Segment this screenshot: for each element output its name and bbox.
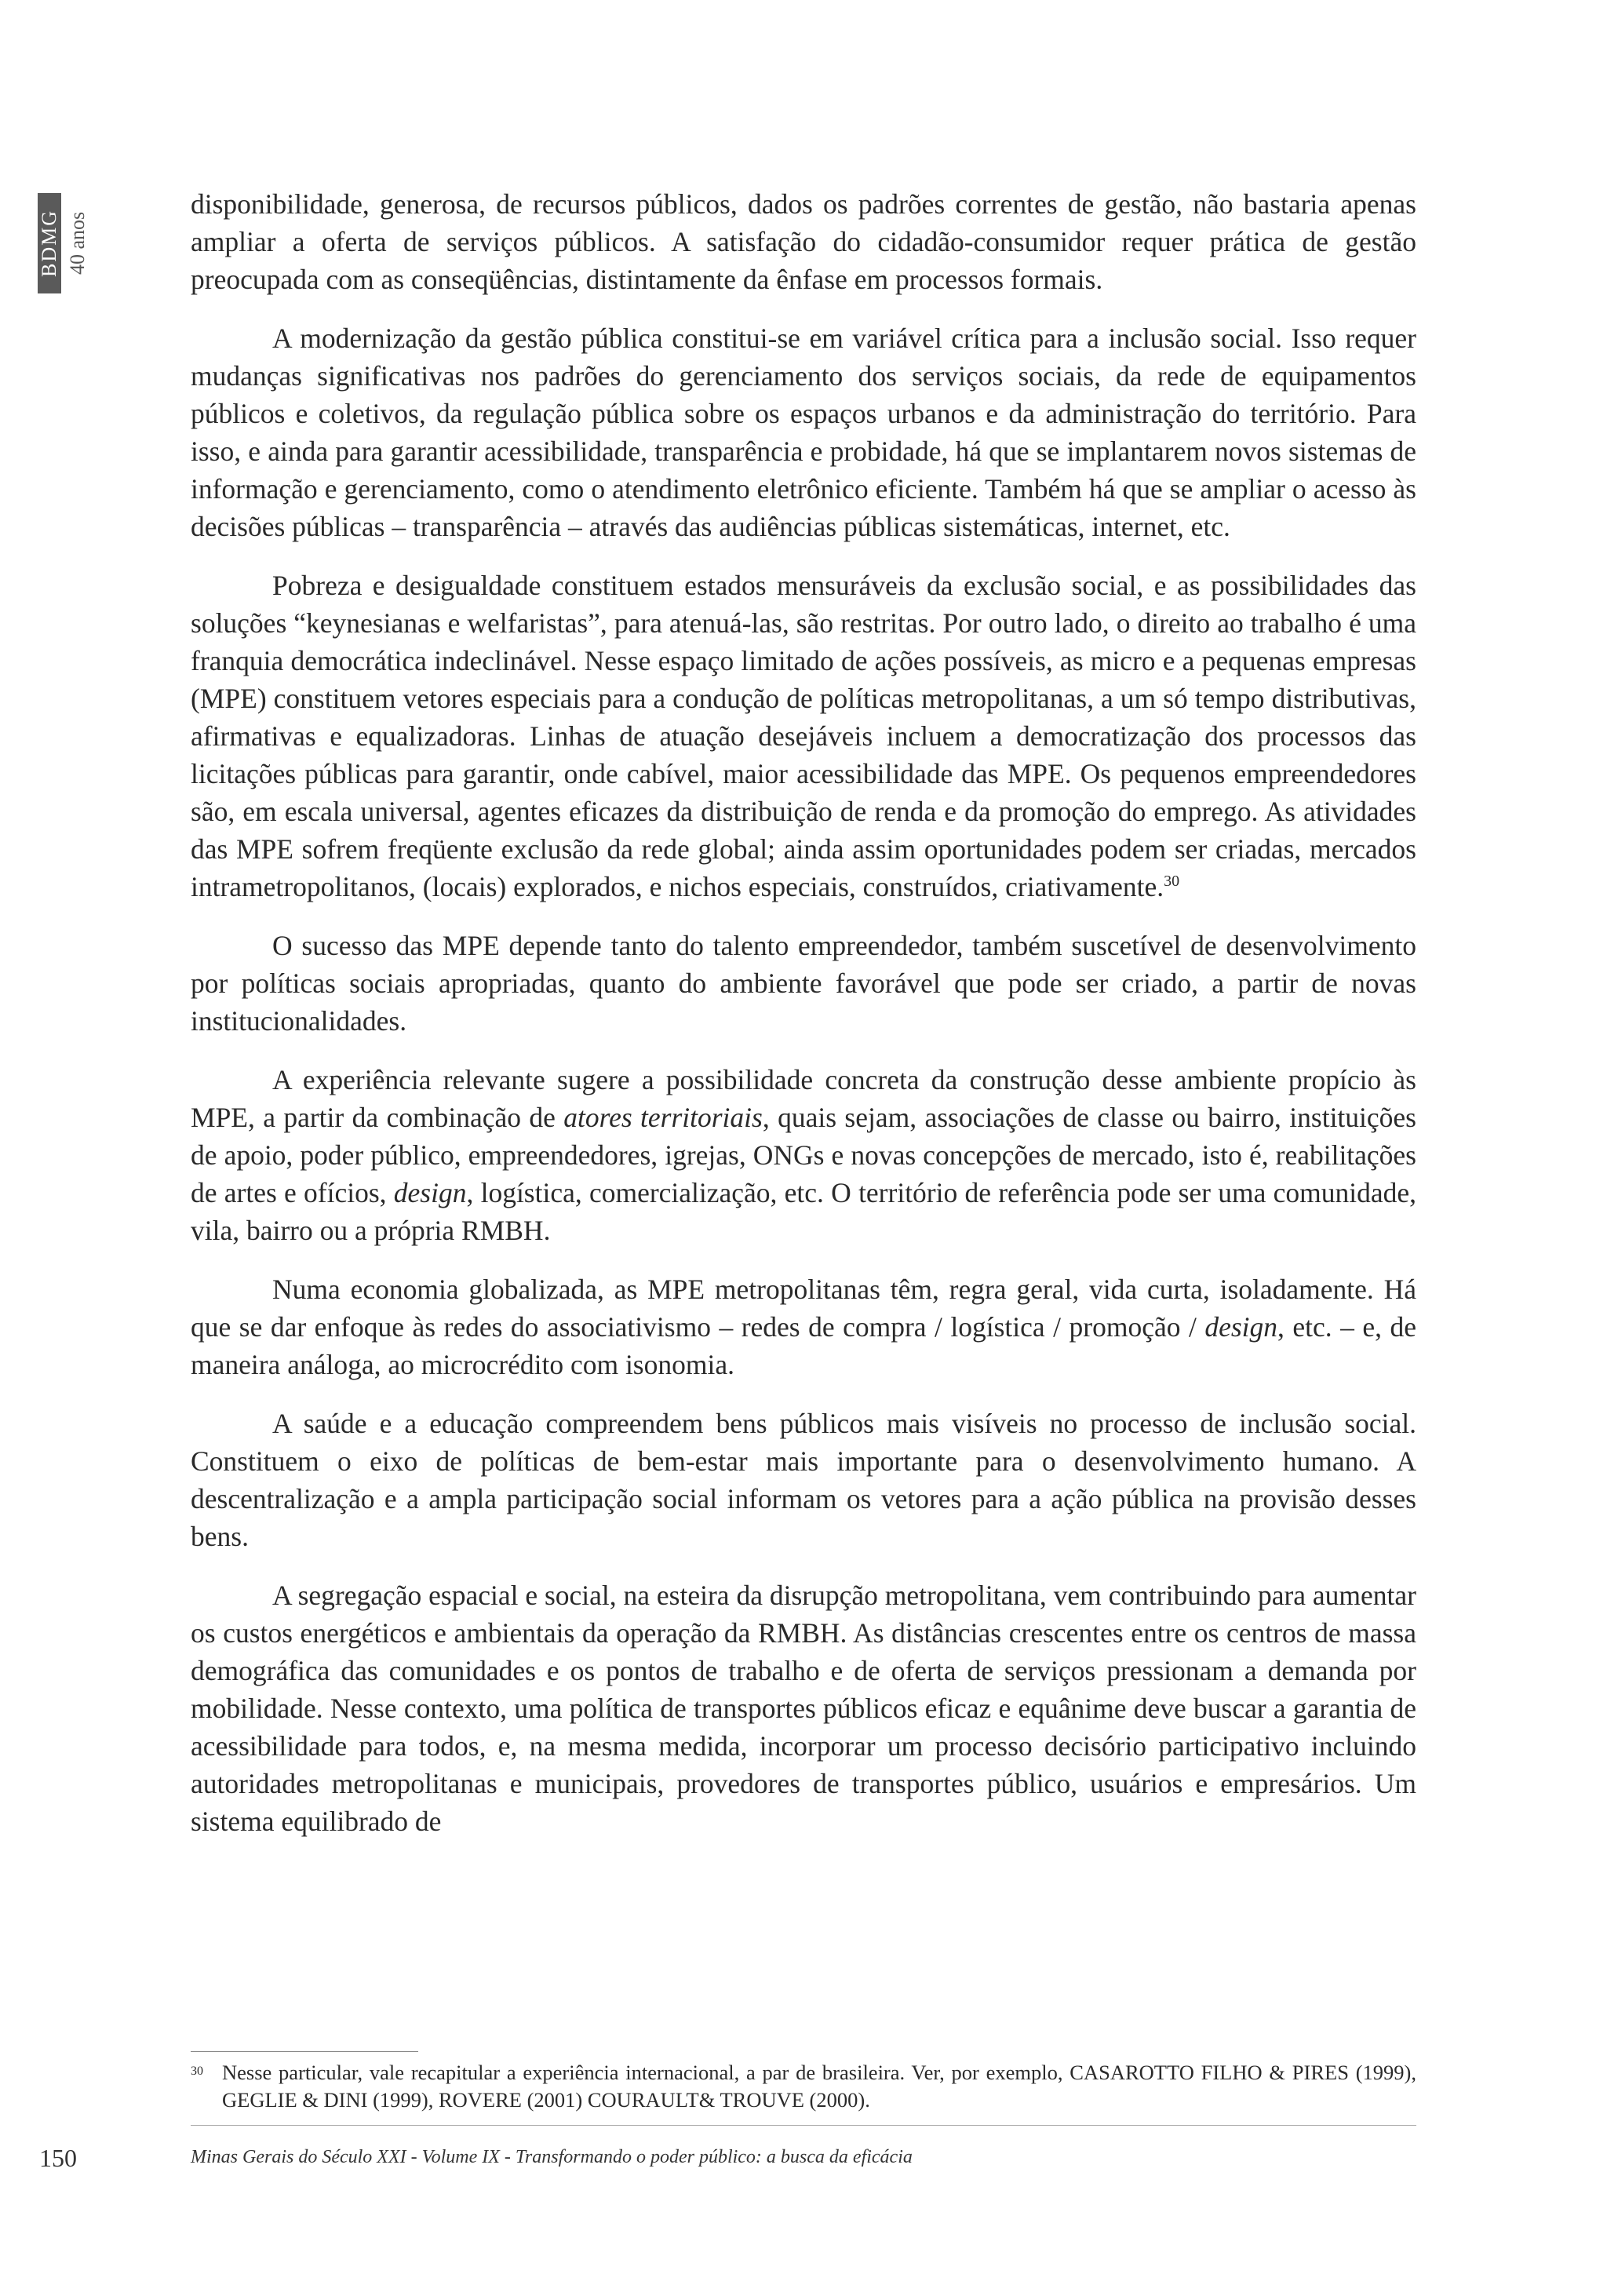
paragraph-6-text: Numa economia globalizada, as MPE metropolitanas têm, regra geral, vida curta, isoladamente. Há que se dar enfoque às redes do associativismo – redes de compra / logística / promoção / [191, 1274, 1416, 1343]
paragraph-3 [191, 567, 1416, 906]
footnote-divider [191, 2051, 418, 2052]
footnote-text: Nesse particular, vale recapitular a experiência internacional, a par de brasileira. Ver, por exemplo, CASAROTTO FILHO & PIRES (1999), GEGLIE & DINI (1999), ROVERE (2001) COURAULT& TROUVE (2000). [222, 2061, 1416, 2112]
logo-years: 40 anos [66, 211, 89, 275]
running-footer-title: Minas Gerais do Século XXI - Volume IX - Transformando o poder público: a busca da eficácia [191, 2147, 913, 2167]
paragraph-5 [191, 1061, 1416, 1249]
logo-brand: BDMG [38, 193, 61, 293]
paragraph-7: A saúde e a educação compreendem bens públicos mais visíveis no processo de inclusão social. Constituem o eixo de políticas de bem-estar mais importante para o desenvolvimento humano. A descentralização e a ampla participação social informam os vetores para a ação pública na provisão desses bens. [191, 1408, 1416, 1552]
footnote-reference[interactable]: 30 [1164, 873, 1180, 891]
paragraph-4: O sucesso das MPE depende tanto do talento empreendedor, também suscetível de desenvolvimento por políticas sociais apropriadas, quanto do ambiente favorável que pode ser criado, a partir de novas institucionalidades. [191, 930, 1416, 1037]
paragraph-6 [191, 1270, 1416, 1383]
paragraph-2: A modernização da gestão pública constitui-se em variável crítica para a inclusão social. Isso requer mudanças significativas nos padrões do gerenciamento dos serviços sociais, da rede de equipamentos públicos e coletivos, da regulação pública sobre os espaços urbanos e da administração do território. Para isso, e ainda para garantir acessibilidade, transparência e probidade, há que se implantarem novos sistemas de informação e gerenciamento, como o atendimento eletrônico eficiente. Também há que se ampliar o acesso às decisões públicas – transparência – através das audiências públicas sistemáticas, internet, etc. [191, 323, 1416, 542]
paragraph-5-part-1: A experiência relevante sugere a possibilidade concreta da construção desse ambiente propício às MPE, a partir da combinação de [191, 1064, 1416, 1133]
paragraph-6-emphasis: design [1204, 1311, 1278, 1343]
paragraph-5-emphasis-2: design [393, 1177, 467, 1208]
footnote [191, 2059, 1416, 2114]
body-text [191, 185, 1416, 1861]
paragraph-3-text: Pobreza e desigualdade constituem estados mensuráveis da exclusão social, e as possibilidades das soluções “keynesianas e welfaristas”, para atenuá-las, são restritas. Por outro lado, o direito ao trabalho é uma franquia democrática indeclinável. Nesse espaço limitado de ações possíveis, as micro e a pequenas empresas (MPE) constituem vetores especiais para a condução de políticas metropolitanas, a um só tempo distributivas, afirmativas e equalizadoras. Linhas de atuação desejáveis incluem a democratização dos processos das licitações públicas para garantir, onde cabível, maior acessibilidade das MPE. Os pequenos empreendedores são, em escala universal, agentes eficazes da distribuição de renda e da promoção do emprego. As atividades das MPE sofrem freqüente exclusão da rede global; ainda assim oportunidades podem ser criadas, mercados intrametropolitanos, (locais) explorados, e nichos especiais, construídos, criativamente. [191, 570, 1416, 902]
paragraph-5-emphasis-1: atores territoriais [563, 1102, 763, 1133]
page-number: 150 [39, 2144, 77, 2172]
footer-divider [191, 2125, 1416, 2126]
paragraph-5-part-3: , logística, comercialização, etc. O território de referência pode ser uma comunidade, vila, bairro ou a própria RMBH. [191, 1177, 1416, 1246]
footnote-number: 30 [191, 2065, 203, 2078]
paragraph-8: A segregação espacial e social, na esteira da disrupção metropolitana, vem contribuindo para aumentar os custos energéticos e ambientais da operação da RMBH. As distâncias crescentes entre os centros de massa demográfica das comunidades e os pontos de trabalho e de oferta de serviços pressionam a demanda por mobilidade. Nesse contexto, uma política de transportes públicos eficaz e equânime deve buscar a garantia de acessibilidade para todos, e, na mesma medida, incorporar um processo decisório participativo incluindo autoridades metropolitanas e municipais, provedores de transportes público, usuários e empresários. Um sistema equilibrado de [191, 1580, 1416, 1837]
bdmg-logo [38, 193, 108, 295]
paragraph-1: disponibilidade, generosa, de recursos públicos, dados os padrões correntes de gestão, não bastaria apenas ampliar a oferta de serviços públicos. A satisfação do cidadão-consumidor requer prática de gestão preocupada com as conseqüências, distintamente da ênfase em processos formais. [191, 188, 1416, 295]
paragraph-6-rest: , etc. – e, de maneira análoga, ao microcrédito com isonomia. [191, 1311, 1417, 1380]
paragraph-5-part-2: , quais sejam, associações de classe ou bairro, instituições de apoio, poder público, empreendedores, igrejas, ONGs e novas concepções de mercado, isto é, reabilitações de artes e ofícios, [191, 1102, 1416, 1208]
